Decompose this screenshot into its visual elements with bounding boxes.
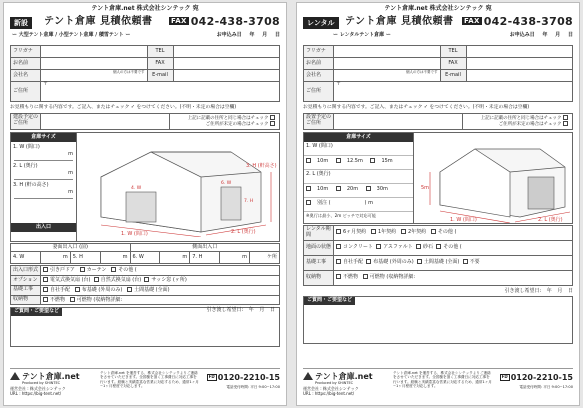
diagram-height-label: 5m	[421, 184, 430, 191]
storage-label: 収納物	[11, 295, 41, 305]
freedial-icon: FD	[208, 374, 215, 379]
request-box[interactable]	[10, 307, 280, 347]
furigana-field[interactable]	[334, 46, 441, 58]
size-w-label: 1. W (間口)	[13, 143, 40, 150]
warehouse-diagram	[81, 137, 281, 237]
furigana-label: フリガナ	[11, 46, 41, 58]
storage-choices: 不燃物 可燃物 (収納物詳細:	[41, 295, 280, 305]
handover-date: 引き渡し希望日: 年 月 日	[206, 307, 275, 314]
rental-badge: レンタル	[303, 17, 339, 29]
name-field[interactable]	[334, 58, 441, 70]
install-site	[303, 113, 573, 130]
size-header: 倉庫サイズ	[11, 133, 76, 142]
side-door-head: 側面出入口	[130, 243, 280, 252]
phone-hours: 電話受付時間: 平日 9:00~17:00	[519, 385, 573, 389]
tel-field[interactable]	[466, 46, 573, 58]
furigana-label: フリガナ	[304, 46, 334, 58]
diagram-door-w-label: 4. W	[131, 185, 142, 191]
footer	[10, 368, 280, 402]
instructions: お見積もりに関する内容です。ご記入、またはチェック ✓ をつけてください。(不明・未定の場合は空欄)	[10, 105, 237, 110]
size-w-input[interactable]: m	[14, 152, 73, 161]
furigana-field[interactable]	[41, 46, 148, 58]
instructions: お見積もりに関する内容です。ご記入、またはチェック ✓ をつけてください。(不明・未定の場合は空欄)	[303, 105, 530, 110]
sash-window-checkbox[interactable]	[144, 277, 149, 282]
w-15-checkbox[interactable]	[370, 158, 375, 163]
side-w-cell[interactable]: 6. W	[130, 252, 160, 264]
ground-other-checkbox[interactable]	[436, 244, 441, 249]
size-h-label: 3. H (軒の高さ)	[13, 181, 49, 188]
size-header: 倉庫サイズ	[304, 133, 413, 142]
fax-field[interactable]	[466, 58, 573, 70]
name-label: お名前	[11, 58, 41, 70]
door-h-cell[interactable]: 5. H	[70, 252, 100, 264]
estimate-form-new	[3, 2, 287, 406]
address-label: ご住所	[304, 82, 334, 102]
size-l-input[interactable]: m	[14, 171, 73, 180]
application-date: お申込み日 年 月 日	[216, 32, 280, 38]
diagram-side-w-label: 6. W	[221, 180, 232, 186]
size-l-label: 2. L (奥行)	[13, 162, 38, 169]
w-label: 1. W (間口)	[304, 142, 413, 156]
request-box[interactable]	[303, 296, 573, 344]
company-field[interactable]: 個人の方は不要です	[334, 70, 441, 82]
logo: テント倉庫.net Produced by SHINTEC	[10, 372, 80, 385]
application-date: お申込み日 年 月 日	[509, 32, 573, 38]
w-10-checkbox[interactable]	[306, 158, 311, 163]
site-checks: 上記に記載の住所と同じ場合はチェック ご住所が未定の場合はチェック	[463, 113, 573, 129]
same-address-checkbox[interactable]	[563, 115, 568, 120]
no-foundation-checkbox[interactable]	[463, 259, 468, 264]
name-label: お名前	[304, 58, 334, 70]
flammable-checkbox[interactable]	[70, 297, 75, 302]
fax-tag: FAX	[464, 17, 480, 25]
w-options: 10m 12.5m 15m	[304, 156, 413, 170]
building-label: 建設予定の ご住所	[11, 113, 41, 129]
diagram-w-label: 1. W (間口)	[121, 230, 148, 237]
pitch-note: ※奥行は最小、2m ピッチで対応可能	[306, 212, 377, 218]
addressee: テント倉庫.net 株式会社シンテック 宛	[91, 5, 199, 12]
foundation-choices: 自社手配 布基礎 (外周のみ) 土間基礎 (全面) 不要	[334, 255, 573, 270]
company-label: 会社名	[304, 70, 334, 82]
tent-logo-icon	[10, 372, 20, 380]
concrete-checkbox[interactable]	[336, 244, 341, 249]
fax-tag: FAX	[171, 17, 187, 25]
size-section	[303, 132, 573, 224]
tent-logo-icon	[303, 372, 313, 380]
tel-label: TEL	[147, 46, 173, 58]
diagram-l-label: 2. L (奥行)	[538, 216, 563, 223]
foundation-label: 基礎工事	[304, 255, 334, 270]
size-h-input[interactable]: m	[14, 190, 73, 199]
freedial-icon: FD	[501, 374, 508, 379]
custom-size[interactable]: 別注 ( ) m	[304, 198, 413, 212]
request-label: ご質問・ご要望など	[304, 297, 355, 305]
contact-table	[303, 45, 573, 102]
foundation-label: 基礎工事	[11, 285, 41, 295]
period-2y-checkbox[interactable]	[401, 229, 406, 234]
building-field[interactable]	[41, 113, 170, 129]
slab-foundation-checkbox[interactable]	[417, 259, 422, 264]
door-table: 妻面出入口 (前) 側面出入口 4. W m 5. H m 6. W m 7. H m ケ所	[10, 243, 280, 265]
rental-warehouse-diagram	[420, 137, 580, 223]
logo: テント倉庫.net Produced by SHINTEC	[303, 372, 373, 385]
l-10-checkbox[interactable]	[306, 186, 311, 191]
contact-table	[10, 45, 280, 102]
door-type-options: 引き戸ドア カーテン その他 (	[41, 266, 280, 276]
flammable-checkbox[interactable]	[363, 274, 368, 279]
new-badge: 新設	[10, 17, 32, 29]
tel-field[interactable]	[173, 46, 280, 58]
undecided-checkbox[interactable]	[563, 121, 568, 126]
site-checks: 上記に記載の住所と同じ場合はチェック ご住所が未定の場合はチェック	[170, 113, 280, 129]
nonflammable-checkbox[interactable]	[43, 297, 48, 302]
options-table	[10, 265, 280, 305]
fax-field[interactable]	[173, 58, 280, 70]
form-header	[303, 15, 573, 45]
fax-number: FAX 042-438-3708	[464, 15, 573, 28]
request-body[interactable]	[304, 305, 572, 343]
company-field[interactable]: 個人の方は不要です	[41, 70, 148, 82]
freedial-number: FD 0120-2210-15	[208, 373, 280, 382]
company-label: 会社名	[11, 70, 41, 82]
email-label: E-mail	[440, 70, 466, 82]
handover-date: 引き渡し希望日: 年 月 日	[504, 287, 573, 294]
form-title: テント倉庫 見積依頼書	[44, 16, 153, 27]
estimate-form-rental	[296, 2, 580, 406]
address-field[interactable]: 〒	[41, 82, 280, 102]
request-body[interactable]	[11, 316, 279, 346]
period-6m-checkbox[interactable]	[336, 229, 341, 234]
l-30-checkbox[interactable]	[366, 186, 371, 191]
fax-label: FAX	[440, 58, 466, 70]
other-door-checkbox[interactable]	[111, 267, 116, 272]
foundation-choices: 自社手配 布基礎 (外周のみ) 土間基礎 (全面)	[41, 285, 280, 295]
diagram-l-label: 2. L (奥行)	[231, 228, 256, 235]
ground-choices: コンクリート アスファルト 砂石 その他 (	[334, 240, 573, 255]
form-subtitle: ー 大型テント倉庫 / 小型テント倉庫 / 積雪テント ー	[12, 32, 131, 38]
self-arrange-checkbox[interactable]	[336, 259, 341, 264]
l-20-checkbox[interactable]	[336, 186, 341, 191]
asphalt-checkbox[interactable]	[376, 244, 381, 249]
same-address-checkbox[interactable]	[270, 115, 275, 120]
slab-foundation-checkbox[interactable]	[127, 287, 132, 292]
storage-label: 収納物	[304, 270, 334, 285]
curtain-checkbox[interactable]	[80, 267, 85, 272]
form-header	[10, 15, 280, 45]
diagram-h-label: 3. H (軒高さ)	[246, 162, 277, 169]
l-options: 10m 20m 30m	[304, 184, 413, 198]
self-arrange-checkbox[interactable]	[43, 287, 48, 292]
form-subtitle: ー レンタルテント倉庫 ー	[333, 32, 391, 38]
period-label: レンタル期間	[304, 225, 334, 240]
footer	[303, 368, 573, 402]
l-label: 2. L (奥行)	[304, 170, 413, 184]
size-section	[10, 132, 280, 242]
address-field[interactable]: 〒	[334, 82, 573, 102]
rental-options	[303, 225, 573, 286]
sliding-door-checkbox[interactable]	[43, 267, 48, 272]
fax-number: FAX 042-438-3708	[171, 15, 280, 28]
operator-info: 運営会社 : 株式会社シンテック URL : https://big-tent.net/	[10, 386, 66, 396]
building-site	[10, 113, 280, 130]
email-label: E-mail	[147, 70, 173, 82]
undecided-checkbox[interactable]	[270, 121, 275, 126]
phone-hours: 電話受付時間: 平日 9:00~17:00	[226, 385, 280, 389]
ground-label: 地面の状態	[304, 240, 334, 255]
freedial-number: FD 0120-2210-15	[501, 373, 573, 382]
footer-note: テント倉庫.net を運営する、株式会社シンテックよりご連絡をさせていただきます。全国様を頂く工事費日に対応工事を行います。経験と実績豊富な営業に対応するため、通常1ヶ月~1ヶ月程度で対応します。	[393, 371, 492, 388]
size-options	[304, 133, 414, 223]
tel-label: TEL	[440, 46, 466, 58]
option-choices: 電気式換気扇 (台) 自然式換気扇 (台) サッシ窓 (ヶ所)	[41, 276, 280, 286]
period-choices: 6ヶ月契約 1年契約 2年契約 その他 (	[334, 225, 573, 240]
operator-info: 運営会社 : 株式会社シンテック URL : https://big-tent.net/	[303, 386, 359, 396]
strip-foundation-checkbox[interactable]	[366, 259, 371, 264]
custom-size-checkbox[interactable]	[306, 200, 311, 205]
period-other-checkbox[interactable]	[431, 229, 436, 234]
front-door-head: 妻面出入口 (前)	[11, 243, 131, 252]
footer-note: テント倉庫.net を運営する、株式会社シンテックよりご連絡をさせていただきます。全国様を頂く工事費日に対応工事を行います。経験と実績豊富な営業に対応するため、通常1ヶ月~1ヶ月程度で対応します。	[100, 371, 199, 388]
option-label: オプション	[11, 276, 41, 286]
size-inputs	[11, 133, 77, 241]
side-h-cell[interactable]: 7. H	[190, 252, 220, 264]
w-125-checkbox[interactable]	[336, 158, 341, 163]
install-field[interactable]	[334, 113, 463, 129]
email-field[interactable]	[173, 70, 280, 82]
door-type-label: 出入口形式	[11, 266, 41, 276]
addressee: テント倉庫.net 株式会社シンテック 宛	[384, 5, 492, 12]
email-field[interactable]	[466, 70, 573, 82]
natural-fan-checkbox[interactable]	[94, 277, 99, 282]
request-label: ご質問・ご要望など	[11, 308, 62, 316]
address-label: ご住所	[11, 82, 41, 102]
electric-fan-checkbox[interactable]	[43, 277, 48, 282]
diagram-side-h-label: 7. H	[244, 198, 254, 204]
form-title: テント倉庫 見積依頼書	[345, 16, 454, 27]
storage-choices: 不燃物 可燃物 (収納物詳細:	[334, 270, 573, 285]
door-w-cell[interactable]: 4. W	[11, 252, 41, 264]
door-header: 出入口	[11, 223, 76, 232]
install-label: 設置予定の ご住所	[304, 113, 334, 129]
diagram-w-label: 1. W (間口)	[450, 216, 477, 223]
nonflammable-checkbox[interactable]	[336, 274, 341, 279]
name-field[interactable]	[41, 58, 148, 70]
gravel-checkbox[interactable]	[416, 244, 421, 249]
period-1y-checkbox[interactable]	[371, 229, 376, 234]
fax-label: FAX	[147, 58, 173, 70]
strip-foundation-checkbox[interactable]	[75, 287, 80, 292]
